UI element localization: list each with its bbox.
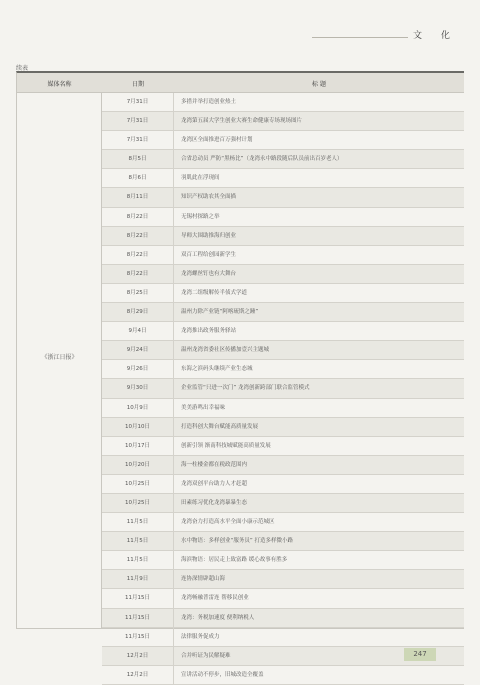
row-date: 10月10日 <box>102 418 174 436</box>
row-date: 10月25日 <box>102 494 174 512</box>
row-title: 无锡村探路之举 <box>181 213 220 220</box>
table-row <box>102 360 464 379</box>
column-header-date: 日期 <box>131 81 144 88</box>
row-title: 龙湾区全面推进百万强村计划 <box>181 137 253 144</box>
table-row <box>102 188 464 207</box>
row-title: 法律服务促成力 <box>181 633 220 640</box>
row-title: 龙湾推出政务服务驿站 <box>181 328 237 335</box>
row-date: 10月20日 <box>102 456 174 474</box>
row-title: 合省总动员 严防“黑杨比”（龙湾永中路段随后队员前出百岁老人） <box>181 156 343 163</box>
table-row <box>102 532 464 551</box>
row-title: 田素练习优化龙湾暴暴生态 <box>181 499 248 506</box>
row-title: 导师大围助推海归创业 <box>181 232 237 239</box>
row-date: 7月31日 <box>102 112 174 130</box>
row-date: 11月15日 <box>102 609 174 627</box>
table-row <box>102 150 464 169</box>
table-row <box>102 93 464 112</box>
row-title: 羽肌此在浮现间 <box>181 175 220 182</box>
row-title: 温州力除产业链“阿喀琉斯之踵” <box>181 309 259 316</box>
row-title: 知识产权助农其全面描 <box>181 194 237 201</box>
row-date: 11月9日 <box>102 570 174 588</box>
row-date: 11月5日 <box>102 513 174 531</box>
row-title: 龙湾奋力打造高水平全面小康示范城区 <box>181 519 275 526</box>
row-title: 龙湾二组级解传半侦式学道 <box>181 289 248 296</box>
table-row <box>102 246 464 265</box>
row-date: 8月22日 <box>102 227 174 245</box>
table-row <box>102 551 464 570</box>
table-row <box>102 322 464 341</box>
table-row <box>102 418 464 437</box>
row-date: 12月2日 <box>102 666 174 684</box>
row-date: 8月22日 <box>102 265 174 283</box>
row-date: 9月30日 <box>102 379 174 397</box>
row-title: 龙湾：务税加速度 便利纳税人 <box>181 614 255 621</box>
table-row <box>102 456 464 475</box>
section-title: 文 化 <box>413 31 458 41</box>
table-body <box>102 93 464 685</box>
table-row <box>102 437 464 456</box>
table-row <box>102 399 464 418</box>
row-date: 7月31日 <box>102 131 174 149</box>
row-date: 11月5日 <box>102 532 174 550</box>
row-date: 9月26日 <box>102 360 174 378</box>
table-row <box>102 265 464 284</box>
table-row <box>102 666 464 685</box>
row-title: 创新引领 渐南科技城赋能高质量发展 <box>181 442 271 449</box>
row-date: 8月5日 <box>102 150 174 168</box>
table-row <box>102 513 464 532</box>
row-date: 8月22日 <box>102 246 174 264</box>
row-date: 9月4日 <box>102 322 174 340</box>
row-title: 龙湾畅融普雷连 帮移民创业 <box>181 595 249 602</box>
table-row <box>102 131 464 150</box>
page-number: 247 <box>413 650 427 658</box>
row-title: 东海之滨码头继续产业生态城 <box>181 366 253 373</box>
row-title: 龙湾双创平台助力人才赶超 <box>181 480 248 487</box>
row-title: 龙湾第五届大学生创业大赛生命健康专场现场图片 <box>181 118 303 125</box>
row-date: 8月22日 <box>102 208 174 226</box>
row-title: 合并听证为民解疑难 <box>181 652 231 659</box>
row-title: 连协深情辟超山海 <box>181 576 226 583</box>
row-title: 海一柱楼金都在税政范围内 <box>181 461 248 468</box>
row-date: 11月15日 <box>102 628 174 646</box>
row-date: 10月17日 <box>102 437 174 455</box>
row-title: 宣讲活动不停步，旧城改造全覆盖 <box>181 671 264 678</box>
row-date: 10月9日 <box>102 399 174 417</box>
row-title: 龙湾螺丝钉也有大舞台 <box>181 270 237 277</box>
row-date: 7月31日 <box>102 93 174 111</box>
row-date: 11月5日 <box>102 551 174 569</box>
table-row <box>102 589 464 608</box>
row-title: 多措并举打造创业热土 <box>181 99 237 105</box>
table-row <box>102 208 464 227</box>
row-date: 8月6日 <box>102 169 174 187</box>
table-header <box>17 73 464 93</box>
table-row <box>102 169 464 188</box>
table-row <box>102 379 464 398</box>
table-row <box>102 303 464 322</box>
header-rule <box>312 37 408 38</box>
row-date: 8月29日 <box>102 303 174 321</box>
continued-label: 续表 <box>16 65 29 72</box>
table-row <box>102 284 464 303</box>
row-date: 8月25日 <box>102 284 174 302</box>
table-row <box>102 628 464 647</box>
row-title: 海滨物语：居民走上致富路 缓心故事有胜多 <box>181 557 288 564</box>
media-name-cell <box>17 93 102 628</box>
table-row <box>102 341 464 360</box>
row-title: 美美游鸣出幸福味 <box>181 404 226 411</box>
row-date: 10月25日 <box>102 475 174 493</box>
media-name: 《浙江日报》 <box>41 354 78 361</box>
row-date: 9月24日 <box>102 341 174 359</box>
row-title: 水中物语：多样创业“服务员” 打造多样微小路 <box>181 538 293 545</box>
table-row <box>102 112 464 131</box>
row-date: 11月15日 <box>102 589 174 607</box>
column-header-title: 标 题 <box>312 81 326 88</box>
row-title: 企业监管“只进一次门” 龙湾创新跨部门联合监管模式 <box>181 385 310 392</box>
row-date: 12月2日 <box>102 647 174 665</box>
table-row <box>102 609 464 628</box>
column-header-media: 媒体名称 <box>47 81 72 88</box>
table-row <box>102 494 464 513</box>
row-date: 8月11日 <box>102 188 174 206</box>
table-row <box>102 475 464 494</box>
row-title: 双百工程给创园新学生 <box>181 251 237 258</box>
row-title: 打造科创大舞台赋能高质量发展 <box>181 423 259 430</box>
table-row <box>102 570 464 589</box>
row-title: 温州龙湾省委社区传播加壹兴主题城 <box>181 347 270 354</box>
table-row <box>102 227 464 246</box>
